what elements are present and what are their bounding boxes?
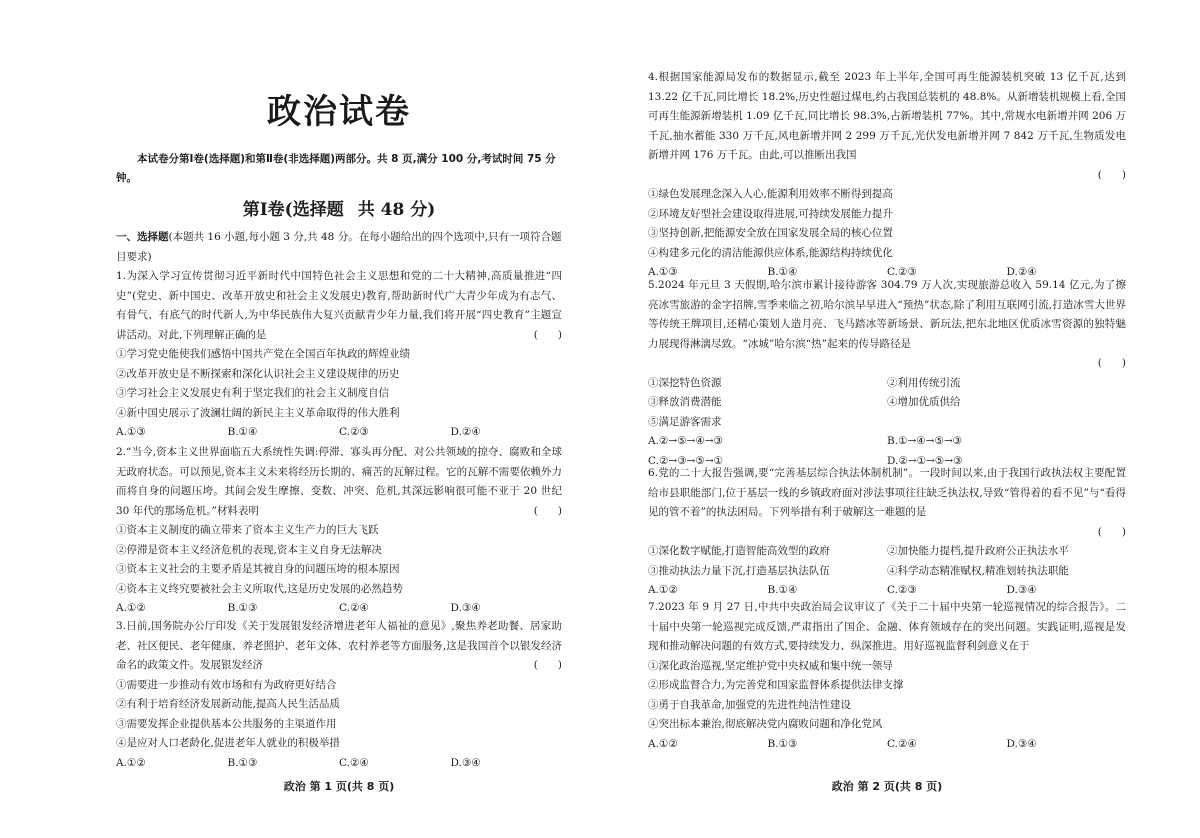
choice-c: C.②③ [339, 426, 369, 438]
answer-choices-row [648, 432, 1126, 452]
choice-d: D.③④ [1006, 584, 1037, 596]
answer-choices [116, 754, 562, 774]
statement-4: ④增加优质供给 [887, 396, 961, 408]
section-label: 一、选择题 [116, 231, 169, 243]
choice-a: A.①③ [648, 266, 678, 278]
answer-choices [648, 735, 1126, 755]
question-7 [648, 598, 1126, 754]
question-5 [648, 276, 1126, 471]
statement-1: ①需要进一步推动有效市场和有为政府更好结合 [116, 678, 337, 691]
choice-b: B.①③ [767, 737, 798, 750]
choice-d: D.②④ [1006, 266, 1037, 278]
choice-b: B.①④ [767, 584, 798, 596]
choice-d: D.③④ [450, 756, 481, 769]
question-6 [648, 464, 1126, 601]
statement-4: ④科学动态精准赋权,精准划转执法职能 [887, 564, 1069, 577]
question-4 [648, 68, 1126, 283]
statement-4: ④资本主义终究要被社会主义所取代,这是历史发展的必然趋势 [116, 582, 403, 595]
statement-2: ②改革开放史是不断探索和深化认识社会主义建设规律的历史 [116, 367, 400, 380]
statement-2: ②加快能力提档,提升政府公正执法水平 [887, 545, 1069, 557]
choice-b: B.①④ [227, 426, 258, 438]
question-2 [116, 443, 562, 619]
statement-3: ③需要发挥企业提供基本公共服务的主渠道作用 [116, 717, 337, 730]
answer-choices [116, 423, 562, 443]
statement-1: ①深化数字赋能,打造智能高效型的政府 [648, 545, 830, 557]
page-footer: 政治 第 2 页(共 8 页) [831, 780, 943, 793]
choice-d: D.②④ [450, 426, 481, 438]
statement-row [648, 374, 1126, 394]
choice-a: A.①② [648, 737, 678, 750]
statement-1: ①绿色发展理念深入人心,能源利用效率不断得到提高 [648, 188, 893, 200]
choice-a: A.①③ [116, 426, 146, 438]
choice-c: C.②③ [887, 584, 917, 596]
statement-row [648, 542, 1126, 562]
choice-a: A.②→⑤→④→③ [648, 435, 723, 447]
answer-choices [116, 599, 562, 619]
choice-a: A.①② [648, 584, 678, 596]
statement-2: ②形成监督合力,为完善党和国家监督体系提供法律支撑 [648, 679, 904, 691]
statement-row [648, 413, 1126, 433]
statement-1: ①资本主义制度的确立带来了资本主义生产力的巨大飞跃 [116, 524, 379, 536]
section-description: (本题共 16 小题,每小题 3 分,共 48 分。在每小题给出的四个选项中,只有一项符合题目要求) [116, 231, 562, 263]
choice-b: B.①④ [767, 266, 798, 278]
part-title-score: 共 48 分) [357, 200, 436, 220]
statement-3: ③资本主义社会的主要矛盾是其被自身的问题压垮的根本原因 [116, 563, 400, 575]
statement-1: ①深化政治巡视,坚定维护党中央权威和集中统一领导 [648, 659, 893, 672]
statement-1: ①学习党史能使我们感悟中国共产党在全国百年执政的辉煌业绩 [116, 348, 410, 360]
question-stem: 3.日前,国务院办公厅印发《关于发展银发经济增进老年人福祉的意见》,聚焦养老助餐、居家助老、社区便民、老年健康、养老照护、老年文体、农村养老等方面服务,这是我国首个以银发经济命名的政策文件。发展银发经济 [116, 620, 562, 671]
choice-a: A.①② [116, 756, 146, 769]
question-stem: 4.根据国家能源局发布的数据显示,截至 2023 年上半年,全国可再生能源装机突破 13 亿千瓦,达到 13.22 亿千瓦,同比增长 18.2%,历史性超过煤电,约占我国总装机的 48.8%。从新增装机规模上看,全国可再生能源新增装机 1.09 亿千瓦,同比增长 98.3%,占新增装机 77%。其中,常规水电新增并网 206 万千瓦,抽水蓄能 330 万千瓦,风电新增并网 2 299 万千瓦,光伏发电新增并网 7 842 万千瓦,生物质发电新增并网 176 万千瓦。由此,可以推断出我国 [648, 71, 1126, 161]
statement-3: ③坚持创新,把能源安全放在国家发展全局的核心位置 [648, 227, 893, 239]
statement-2: ②利用传统引流 [887, 376, 961, 389]
statement-4: ④是应对人口老龄化,促进老年人就业的积极举措 [116, 737, 340, 749]
choice-d: D.③④ [1006, 737, 1037, 750]
statement-5: ⑤满足游客需求 [648, 415, 722, 428]
exam-page-right [600, 0, 1200, 838]
answer-bracket: ( ) [533, 328, 562, 341]
answer-bracket: ( ) [1097, 168, 1126, 181]
statement-3: ③释放消费潜能 [648, 396, 722, 408]
choice-c: C.②→③→⑤→① [648, 454, 724, 467]
question-3 [116, 617, 562, 773]
exam-instructions: 本试卷分第Ⅰ卷(选择题)和第Ⅱ卷(非选择题)两部分。共 8 页,满分 100 分,考试时间 75 分钟。 [116, 153, 556, 184]
choice-b: B.①→④→⑤→③ [887, 435, 963, 447]
statement-3: ③推动执法力量下沉,打造基层执法队伍 [648, 564, 830, 577]
statement-3: ③勇于自我革命,加强党的先进性纯洁性建设 [648, 698, 851, 711]
choice-d: D.②→①→⑤→③ [887, 454, 963, 467]
question-stem: 5.2024 年元旦 3 天假期,哈尔滨市累计接待游客 304.79 万人次,实现旅游总收入 59.14 亿元,为了擦亮冰雪旅游的金字招牌,雪季来临之初,哈尔滨早早进入“预热”状态,除了利用互联网引流,打造冰雪大世界等传统王牌项目,还精心策划人造月亮、飞马踏冰等新场景、新玩法,把东北地区优质冰雪资源的独特魅力展现得淋漓尽致。“冰城”哈尔滨“热”起来的传导路径是 [648, 279, 1126, 350]
statement-2: ②环境友好型社会建设取得进展,可持续发展能力提升 [648, 207, 893, 220]
statement-row [648, 393, 1126, 413]
question-stem: 2.“当今,资本主义世界面临五大系统性失调:停滞、寡头再分配、对公共领域的掠夺、腐败和全球无政府状态。可以预见,资本主义未来将经历长期的、痛苦的瓦解过程。它的瓦解不需要依赖外力而将自身的问题压垮。其间会发生摩擦、变数、冲突、危机,其深远影响很可能不亚于 20 世纪 30 年代的那场危机。”材料表明 [116, 446, 562, 517]
question-stem: 6.党的二十大报告强调,要“完善基层综合执法体制机制”。一段时间以来,由于我国行政执法权主要配置给市县职能部门,位于基层一线的乡镇政府面对涉法事项往往缺乏执法权,导致“管得着的看不见”与“看得见的管不着”的执法困局。下列举措有利于破解这一难题的是 [648, 467, 1126, 518]
choice-c: C.②④ [339, 602, 369, 614]
question-1 [116, 267, 562, 443]
statement-1: ①深挖特色资源 [648, 376, 722, 389]
choice-c: C.②④ [887, 737, 917, 750]
choice-b: B.①③ [227, 756, 258, 769]
choice-c: C.②③ [887, 266, 917, 278]
question-stem: 1.为深入学习宣传贯彻习近平新时代中国特色社会主义思想和党的二十大精神,高质量推进“四史”(党史、新中国史、改革开放史和社会主义发展史)教育,帮助新时代广大青少年成为有志气、有骨气、有底气的时代新人,为中华民族伟大复兴贡献青少年力量,我们将开展“四史教育”主题宣讲活动。对此,下列理解正确的是 [116, 270, 562, 341]
answer-bracket: ( ) [1097, 357, 1126, 369]
part-title-main: 第Ⅰ卷(选择题 [242, 200, 344, 220]
answer-bracket: ( ) [533, 504, 562, 517]
statement-3: ③学习社会主义发展史有利于坚定我们的社会主义制度自信 [116, 387, 389, 399]
statement-row [648, 562, 1126, 582]
exam-title: 政治试卷 [267, 92, 411, 132]
statement-4: ④构建多元化的清洁能源供应体系,能源结构持续优化 [648, 246, 893, 259]
section-heading [116, 228, 562, 267]
choice-b: B.①③ [227, 602, 258, 614]
choice-d: D.③④ [450, 602, 481, 614]
page-footer: 政治 第 1 页(共 8 页) [283, 780, 395, 793]
statement-2: ②有利于培育经济发展新动能,提高人民生活品质 [116, 698, 340, 710]
statement-2: ②停滞是资本主义经济危机的表现,资本主义自身无法解决 [116, 543, 382, 556]
choice-c: C.②④ [339, 756, 369, 769]
part-one-title [116, 198, 562, 222]
answer-bracket: ( ) [533, 659, 562, 671]
statement-4: ④突出标本兼治,彻底解决党内腐败问题和净化党风 [648, 718, 883, 730]
question-stem: 7.2023 年 9 月 27 日,中共中央政治局会议审议了《关于二十届中央第一轮巡视情况的综合报告》。二十届中央第一轮巡视完成反馈,严肃指出了国企、金融、体育领域存在的突出问题。实践证明,巡视是发现和推动解决问题的有效方式,要持续发力、纵深推进。用好巡视监督利剑意义在于 [648, 601, 1126, 652]
answer-bracket: ( ) [1097, 525, 1126, 538]
statement-4: ④新中国史展示了波澜壮阔的新民主主义革命取得的伟大胜利 [116, 406, 400, 419]
choice-a: A.①② [116, 602, 146, 614]
